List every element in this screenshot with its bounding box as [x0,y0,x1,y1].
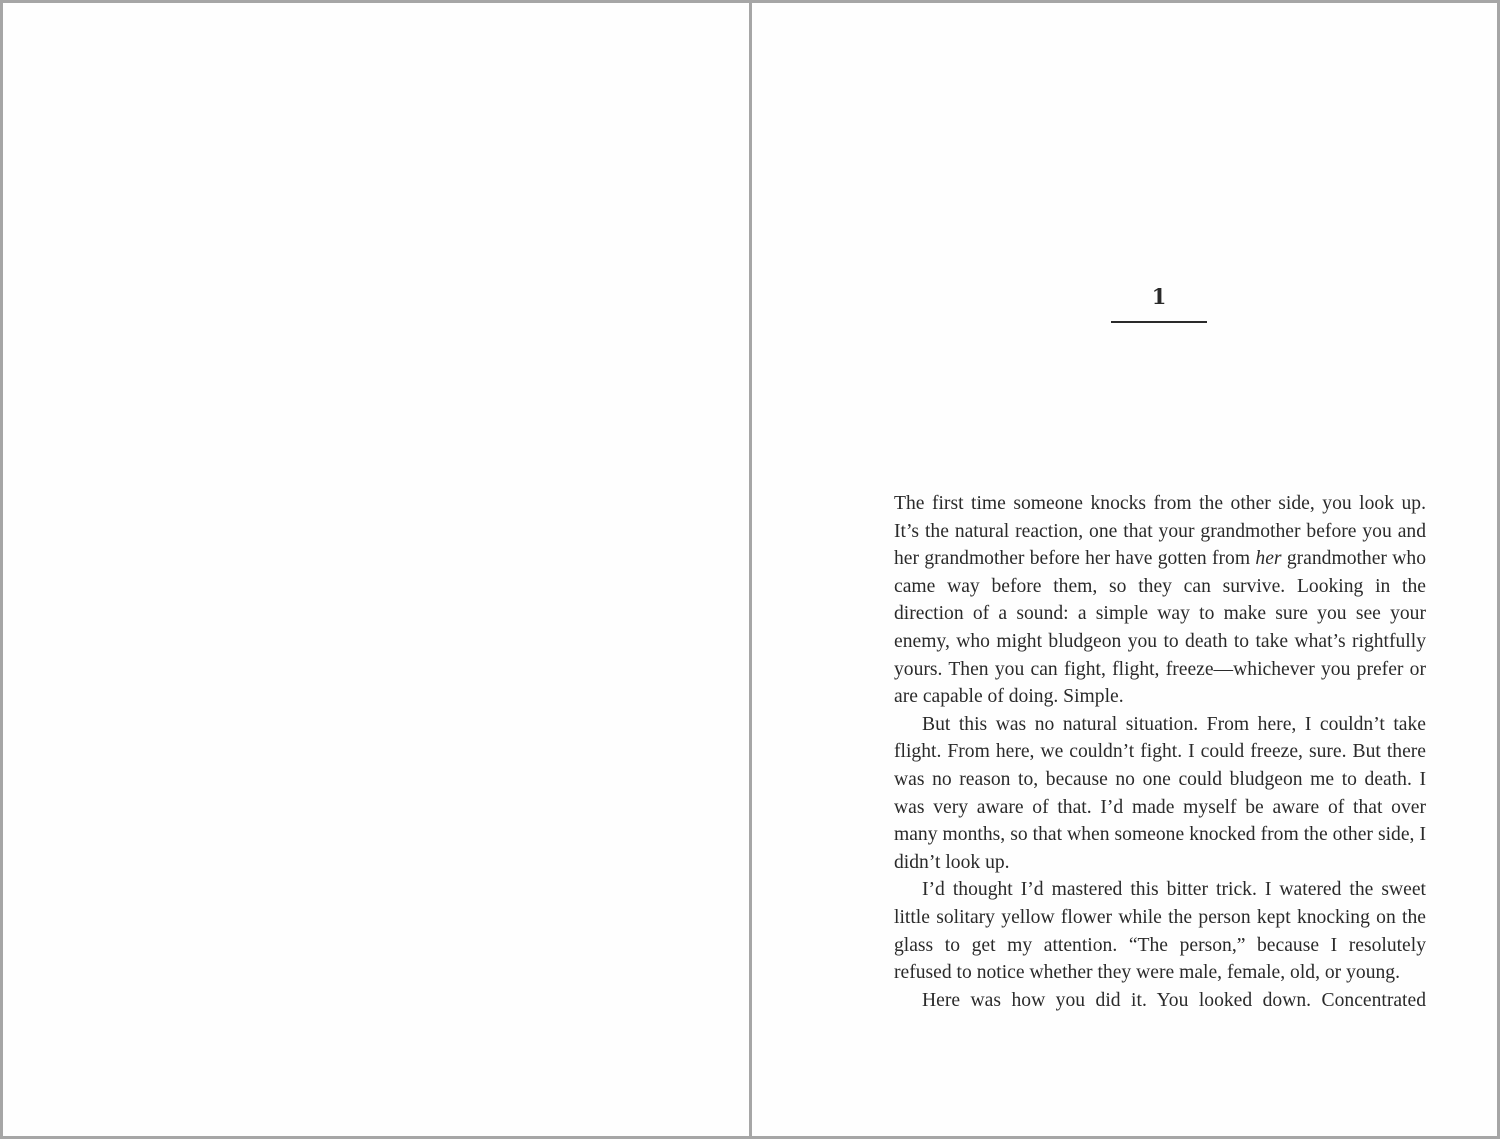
chapter-number: 1 [1151,284,1167,309]
paragraph-1-text-a: The first time someone knocks from the other side, you look up. It’s the natural reaction, one that your grandmother before you and her grandmother before her have gotten from [894,493,1426,570]
chapter-body-text [894,490,1426,1014]
paragraph-3: I’d thought I’d mastered this bitter trick. I watered the sweet little solitary yellow flower while the person kept knocking on the glass to get my attention. “The person,” because I resolutely refused to notice whether they were male, female, old, or young. [894,879,1426,984]
chapter-rule [1111,321,1207,323]
paragraph-2: But this was no natural situation. From here, I couldn’t take flight. From here, we couldn’t fight. I could freeze, sure. But there was no reason to, because no one could bludgeon me to death. I was very aware of that. I’d made myself be aware of that over many months, so that when someone knocked from the other side, I didn’t look up. [894,713,1426,873]
right-page [752,3,1497,1136]
paragraph-4: Here was how you did it. You looked down. Concentrated [922,989,1426,1011]
left-page [3,3,749,1136]
paragraph-1-emphasis: her [1255,548,1282,570]
paragraph-1 [894,490,1426,711]
paragraph-1-text-b: grandmother who came way before them, so they can survive. Looking in the direction of a sound: a simple way to make sure you see your enemy, who might bludgeon you to death to take what’s rightfully yours. Then you can fight, flight, freeze—whichever you prefer or are capable of doing. Simple. [894,548,1427,708]
